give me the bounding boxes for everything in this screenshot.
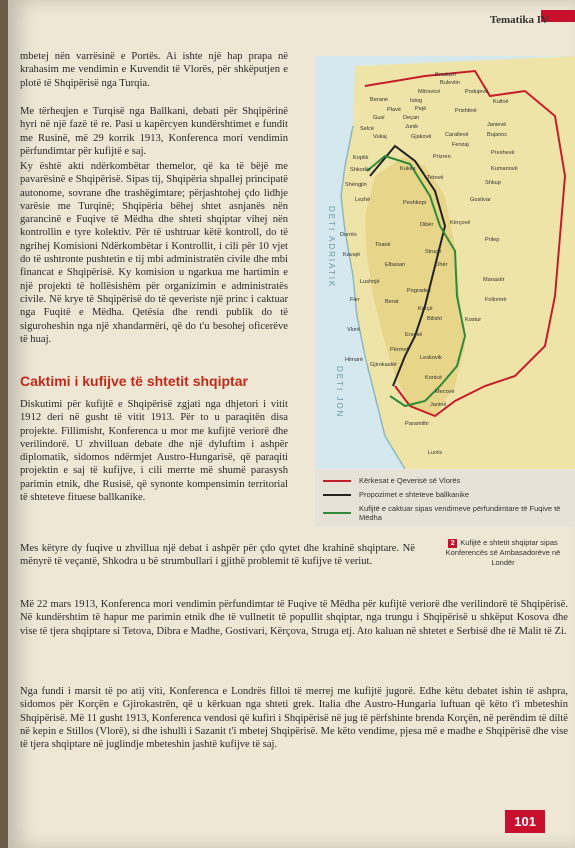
svg-text:Himarë: Himarë	[345, 357, 364, 363]
svg-text:Deçan: Deçan	[403, 115, 420, 121]
svg-text:Vlorë: Vlorë	[347, 327, 361, 333]
svg-text:Kërçovë: Kërçovë	[450, 220, 471, 226]
svg-text:Kostur: Kostur	[465, 317, 482, 323]
svg-text:Manastir: Manastir	[483, 277, 505, 283]
caption-number: 2	[448, 539, 457, 548]
svg-text:Paramithi: Paramithi	[405, 421, 429, 427]
svg-text:Bilisht: Bilisht	[427, 316, 442, 322]
svg-text:Fier: Fier	[350, 297, 360, 303]
svg-text:Pogradec: Pogradec	[407, 288, 431, 294]
caption-text: Kufijtë e shtetit shqiptar sipas Konferencës së Ambasadorëve në Londër	[445, 538, 561, 567]
svg-text:Durrës: Durrës	[340, 232, 357, 238]
svg-text:Tetovë: Tetovë	[427, 175, 444, 181]
svg-text:Peshkopi: Peshkopi	[403, 200, 427, 206]
paragraph-4: Diskutimi për kufijtë e Shqipërisë zgjati nga dhjetori i vitit 1912 deri në gusht të vitit 1913. Për to u paraqitën disa projekte. Fillimisht, Konferenca u mor me kufijtë veriorë dhe verilindorë. U zhvilluan debate dhe një dyluftim i ashpër diplomatik, sidomos ndërmjet Austro-Hungarisë, që paraqiti projektin e saj të kufijve, i cili merrte më shumë parasysh parimin etnik, dhe Rusisë, që synonte kompensimin territorial të shteteve fituese ballkanike.	[20, 399, 288, 504]
border-map	[315, 56, 575, 469]
sea-label-ionian: DETI JON	[335, 366, 344, 419]
legend-item-vlora: Kërkesat e Qeverisë së Vlorës	[323, 476, 460, 485]
book-page	[8, 0, 575, 848]
svg-text:Prishtinë: Prishtinë	[455, 108, 477, 114]
paragraph-3: Ky është akti ndërkombëtar themelor, që ka të bëjë me pavarësinë e Shqipërisë. Sipas tij, Shqipëria shpallej principatë autonome, sovrane dhe trashëgimtare; përjashtohej çdo lidhje varësie me Turqinë; Shqipëria bëhej shtet asnjanës nën garancinë e Fuqive të Mëdha dhe shteti shqiptar vihej nën kontrollin e tyre kolektiv. Për të ushtruar këtë kontroll, do të ngrihej Komisioni Ndërkombëtar i Kontrollit, i cili për 10 vjet do të ushtronte pushtetin e tij mbi administratën civile dhe mbi financat e Shqipërisë. Ky komision u ngarkua me hartimin e një projekti të hollësishëm për organizimin e administratës civile. Në krye të Shqipërisë do të qeveriste një princ i caktuar nga Fuqitë e Mëdha. Qetësia dhe rendi publik do të siguroheshin nga një xhandarmëri, që do t'u besohej oficerëve të huaj.	[20, 161, 288, 345]
svg-text:Lushnjë: Lushnjë	[360, 279, 380, 285]
svg-text:Kumanovë: Kumanovë	[491, 166, 518, 172]
svg-text:Ersekë: Ersekë	[405, 332, 423, 338]
svg-text:Janievë: Janievë	[487, 122, 507, 128]
svg-text:Mecovë: Mecovë	[435, 389, 455, 395]
svg-text:Plavë: Plavë	[387, 107, 401, 113]
svg-text:Ohër: Ohër	[435, 262, 448, 268]
sea-label-adriatic: DETI ADRIATIK	[327, 206, 336, 289]
svg-text:Bulevtin: Bulevtin	[440, 80, 460, 86]
svg-text:Bujanoc: Bujanoc	[487, 132, 508, 138]
paragraph-7: Nga fundi i marsit të po atij viti, Konferenca e Londrës filloi të merrej me kufijtë jugorë. Edhe këtu debatet ishin të ashpra, sidomos për Korçën e Gjirokastrën, që u kërkuan nga shteti grek. Italia dhe Austro-Hungaria luftuan që këto t'i mbeteshin Shqipërisë. Më 11 gusht 1913, Konferenca vendosi që kufiri i Shqipërisë në jug të përfshinte brenda Korçën, në perëndim të diltë në kepin e Stillos (Vlorë), si dhe ishulli i Sazanit t'i mbetej Shqipërisë. Me këto vendime, pjesa më e madhe e Shqipërisë dhe vise të tjera shqiptare në juglindje mbeteshin jashtë kufijve të saj.	[20, 686, 568, 751]
svg-text:Bradash: Bradash	[435, 72, 456, 78]
map-caption	[438, 538, 568, 568]
svg-text:Mitrovicë: Mitrovicë	[418, 89, 441, 95]
chapter-header: Tematika IV	[489, 14, 549, 26]
page-number: 101	[505, 810, 545, 833]
svg-text:Përmet: Përmet	[390, 347, 409, 353]
svg-text:Selcë: Selcë	[360, 126, 374, 132]
svg-text:Carallevë: Carallevë	[445, 132, 469, 138]
svg-text:Berat: Berat	[385, 299, 399, 305]
svg-text:Kukës: Kukës	[400, 166, 416, 172]
svg-text:Prizren: Prizren	[433, 154, 451, 160]
svg-text:Berane: Berane	[370, 97, 389, 103]
svg-text:Kulinë: Kulinë	[493, 99, 509, 105]
map-legend	[315, 470, 575, 526]
svg-text:Kavajë: Kavajë	[343, 252, 361, 258]
legend-item-balkan: Propozimet e shteteve ballkanike	[323, 490, 469, 499]
paragraph-6: Më 22 mars 1913, Konferenca mori vendimin përfundimtar të Fuqive të Mëdha për kufijtë veriorë dhe verilindorë të Shqipërisë. Në kundërshtim të hapur me parimin etnik dhe të vullnetit të popullit shqiptar, nga trungu i Shqipërisë u shkëput Kosova dhe vise të tjera shqiptare si Tetova, Dibra e Madhe, Gostivari, Kërçova, Struga etj. Ato kaluan në shtetet e Serbisë dhe të Malit të Zi.	[20, 599, 568, 637]
svg-text:Lurës: Lurës	[428, 450, 442, 456]
svg-text:Prilep: Prilep	[485, 237, 500, 243]
svg-text:Istog: Istog	[410, 98, 423, 104]
svg-text:Gostivar: Gostivar	[470, 197, 491, 203]
svg-text:Shëngjin: Shëngjin	[345, 182, 367, 188]
svg-text:Junik: Junik	[405, 124, 419, 130]
svg-text:Dibër: Dibër	[420, 222, 434, 228]
svg-text:Tiranë: Tiranë	[375, 242, 391, 248]
svg-text:Pejë: Pejë	[415, 106, 427, 112]
svg-text:Gjakovë: Gjakovë	[411, 134, 432, 140]
svg-text:Korçë: Korçë	[418, 306, 433, 312]
section-title: Caktimi i kufijve të shtetit shqiptar	[20, 373, 248, 389]
svg-text:Podujevë: Podujevë	[465, 89, 489, 95]
paragraph-2: Me tërheqjen e Turqisë nga Ballkani, debati për Shqipërinë hyri në një fazë të re. Pasi u kapërcyen kundërshtimet e fundit me Rusinë, më 29 korrik 1913, Konferenca mori vendimin përfundimtar për kufijtë e saj.	[20, 106, 288, 157]
svg-text:Follorinë: Follorinë	[485, 297, 507, 303]
svg-text:Shkup: Shkup	[485, 180, 501, 186]
svg-text:Konicë: Konicë	[425, 375, 443, 381]
svg-text:Gusi: Gusi	[373, 115, 385, 121]
svg-text:Lezhë: Lezhë	[355, 197, 371, 203]
svg-text:Vukaj: Vukaj	[373, 134, 387, 140]
svg-text:Leskovik: Leskovik	[420, 355, 442, 361]
svg-text:Preshevë: Preshevë	[491, 150, 515, 156]
svg-text:Janinë: Janinë	[430, 402, 447, 408]
paragraph-5: Mes këtyre dy fuqive u zhvillua një debat i ashpër për çdo qytet dhe krahinë shqiptare. Në mënyrë të veçantë, Shkodra u bë strumbullari i gjithë problemit të kufijve të veriut.	[20, 543, 415, 568]
svg-text:Gjirokastër: Gjirokastër	[370, 362, 398, 368]
svg-text:Ferizaj: Ferizaj	[452, 142, 469, 148]
svg-text:Elbasan: Elbasan	[385, 262, 406, 268]
svg-text:Strugë: Strugë	[425, 249, 442, 255]
legend-item-final: Kufijtë e caktuar sipas vendimeve përfundimtare të Fuqive të Mëdha	[323, 504, 568, 522]
svg-text:Koplik: Koplik	[353, 155, 369, 161]
svg-text:Shkodër: Shkodër	[350, 167, 371, 173]
paragraph-1: mbetej nën varrësinë e Portës. Ai ishte një hap prapa në krahasim me vendimin e Kuvendit të Vlorës, për shkëputjen e plotë të Shqipërisë nga Turqia.	[20, 51, 288, 89]
